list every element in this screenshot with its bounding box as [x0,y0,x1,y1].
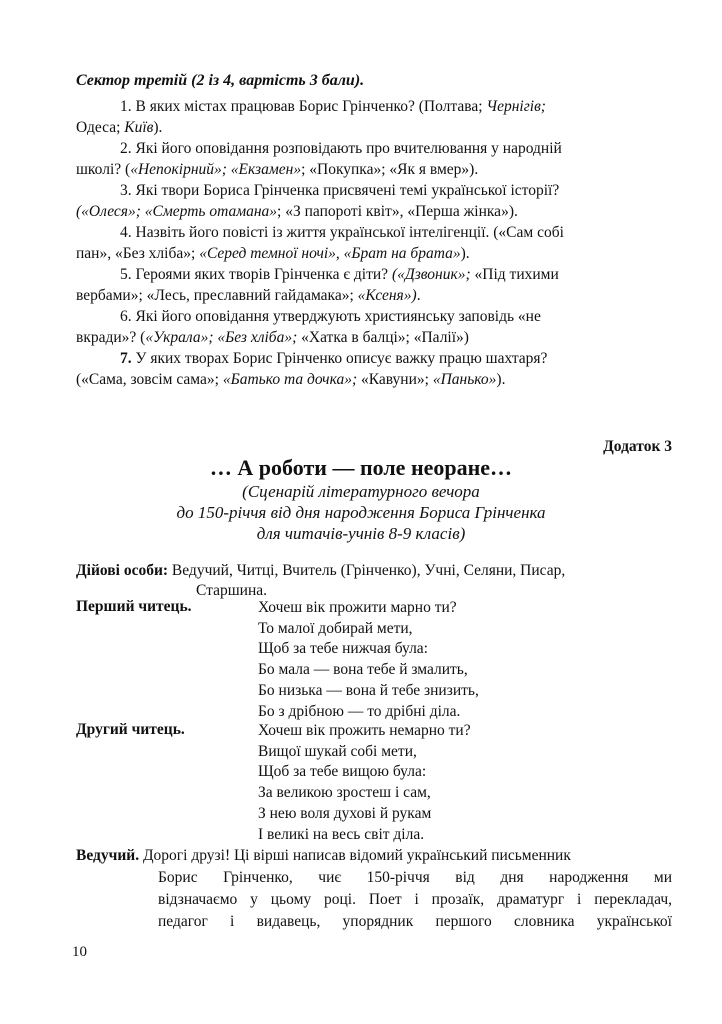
page-title: … А роботи — поле неоране… [209,455,513,480]
host-paragraph-line-2: Борис Грінченко, чиє 150-річчя від дня народження ми [158,869,672,886]
host-paragraph-line-1: Ведучий. Дорогі друзі! Ці вірші написав відомий український письменник [76,847,571,864]
question-1: 1. В яких містах працював Борис Грінченко? (Полтава; Чернігів; Одеса; Київ). [76,98,546,136]
verse-line: Хочеш вік прожить немарно ти? [258,722,471,739]
question-number: 1. [120,98,132,115]
verse-line: Бо мала — вона тебе й змалить, [258,661,468,679]
addendum-label: Додаток 3 [603,438,672,455]
host-paragraph-line-3: відзначаємо у цьому році. Поет і прозаїк, драматург і перекладач, [158,891,672,908]
question-7: 7. У яких творах Борис Грінченко описує важку працю шахтаря? («Сама, зовсім сама»; «Батько та дочка»; «Кавуни»; «Панько»). [76,350,548,388]
page-number: 10 [72,944,87,960]
verse-line: То малої добирай мети, [258,619,413,637]
question-3: 3. Які твори Бориса Грінченка присвячені темі української історії? («Олеся»; «Смерть отамана»; «З папороті квіт», «Перша жінка»). [76,182,560,220]
verse-line: За великою зростеш і сам, [258,784,431,802]
verse-line: Щоб за тебе вищою була: [258,763,427,781]
question-4: 4. Назвіть його повісті із життя української інтелігенції. («Сам собі пан», «Без хліба»; «Серед темної ночі», «Брат на брата»). [76,224,564,262]
verse-line: Щоб за тебе нижчая була: [258,640,428,658]
reader-2-label: Другий читець. [76,721,185,738]
subtitle-line-1: (Сценарій літературного вечора [242,482,480,501]
question-5: 5. Героями яких творів Грінченка є діти? («Дзвоник»; «Під тихими вербами»; «Лесь, преславний гайдамака»; «Ксеня»). [76,266,559,304]
host-paragraph-line-4: педагог і видавець, упорядник першого словника української [158,913,672,930]
cast-list-continued: Старшина. [196,582,268,599]
sector-heading: Сектор третій (2 із 4, вартість 3 бали). [76,72,365,89]
question-2: 2. Які його оповідання розповідають про вчителювання у народній школі? («Непокірний»; «Екзамен»; «Покупка»; «Як я вмер»). [76,140,562,178]
verse-line: З нею воля духові й рукам [258,804,432,822]
reader-1-verse [258,598,479,722]
reader-1-label: Перший читець. [76,598,192,615]
subtitle-line-2: до 150-річчя від дня народження Бориса Грінченка [176,503,546,522]
subtitle-line-3: для читачів-учнів 8-9 класів) [256,524,466,543]
verse-line: Бо низька — вона й тебе знизить, [258,681,479,699]
reader-2-verse [258,721,471,845]
verse-line: Вищої шукай собі мети, [258,742,417,760]
verse-line: Бо з дрібною — то дрібні діла. [258,702,461,720]
cast-list: Дійові особи: Ведучий, Читці, Вчитель (Грінченко), Учні, Селяни, Писар, [76,562,566,579]
verse-line: І великі на весь світ діла. [258,825,425,843]
verse-line: Хочеш вік прожити марно ти? [258,599,457,616]
question-6: 6. Які його оповідання утверджують християнську заповідь «не вкради»? («Украла»; «Без хліба»; «Хатка в балці»; «Палії») [76,308,541,346]
